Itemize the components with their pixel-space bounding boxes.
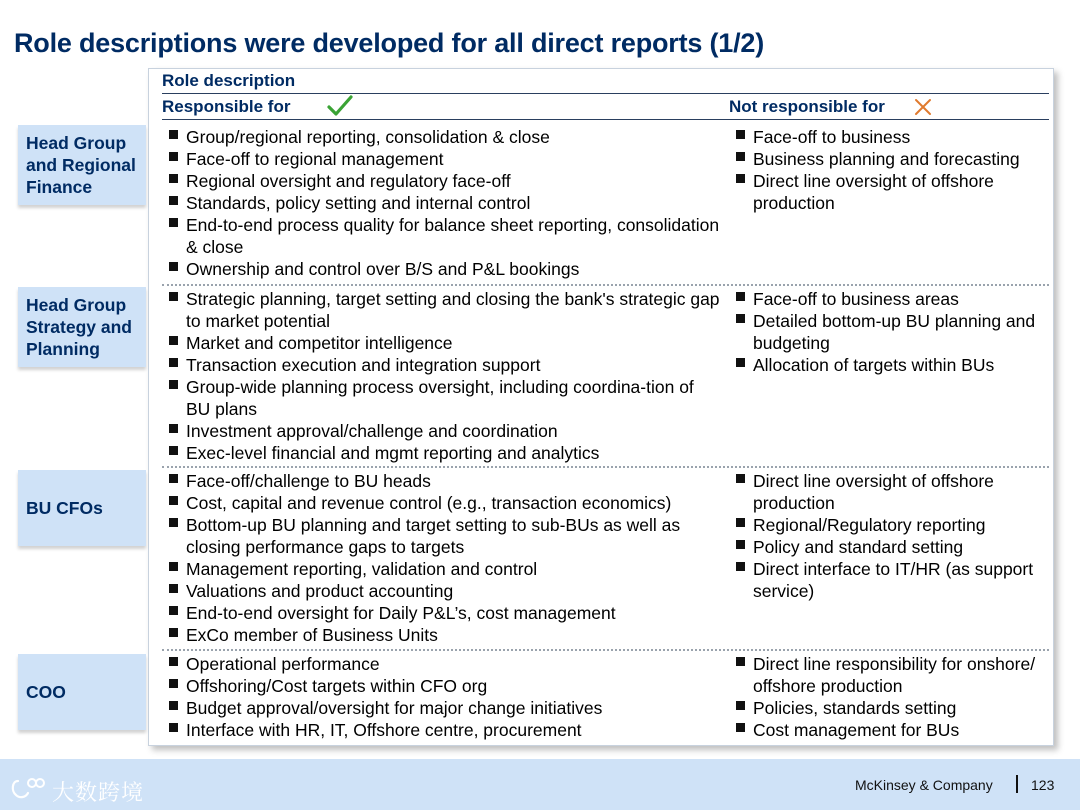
list-item: Strategic planning, target setting and closing the bank's strategic gap to market potential <box>162 288 722 332</box>
list-item: Face-off to business <box>729 126 1054 148</box>
list-item: Policies, standards setting <box>729 697 1054 719</box>
list-item: Policy and standard setting <box>729 536 1054 558</box>
list-item: Exec-level financial and mgmt reporting and analytics <box>162 442 722 464</box>
not-responsible-list <box>729 470 1054 602</box>
list-item: Direct interface to IT/HR (as support service) <box>729 558 1054 602</box>
list-item: Allocation of targets within BUs <box>729 354 1054 376</box>
list-item: Cost, capital and revenue control (e.g., transaction economics) <box>162 492 722 514</box>
list-item: Face-off to business areas <box>729 288 1054 310</box>
list-item: Direct line responsibility for onshore/ offshore production <box>729 653 1054 697</box>
list-item: Budget approval/oversight for major change initiatives <box>162 697 722 719</box>
footer-divider <box>1016 775 1018 793</box>
brand-name: McKinsey & Company <box>855 777 993 793</box>
responsible-list <box>162 126 722 280</box>
page-number: 123 <box>1031 777 1055 793</box>
page-title: Role descriptions were developed for all direct reports (1/2) <box>14 28 765 58</box>
header-divider <box>162 93 1049 94</box>
list-item: Investment approval/challenge and coordination <box>162 420 722 442</box>
list-item: ExCo member of Business Units <box>162 624 722 646</box>
watermark-logo-icon <box>8 775 48 803</box>
list-item: Group/regional reporting, consolidation & close <box>162 126 722 148</box>
list-item: Offshoring/Cost targets within CFO org <box>162 675 722 697</box>
row-label-coo: COO <box>18 654 146 730</box>
list-item: End-to-end oversight for Daily P&L’s, cost management <box>162 602 722 624</box>
not-responsible-list <box>729 126 1054 214</box>
responsible-column-header: Responsible for <box>162 97 291 116</box>
list-item: Face-off/challenge to BU heads <box>162 470 722 492</box>
list-item: Management reporting, validation and control <box>162 558 722 580</box>
row-divider <box>162 284 1049 286</box>
not-responsible-list <box>729 653 1054 741</box>
list-item: Regional/Regulatory reporting <box>729 514 1054 536</box>
list-item: Direct line oversight of offshore production <box>729 170 1054 214</box>
list-item: Regional oversight and regulatory face-off <box>162 170 722 192</box>
not-responsible-column-header: Not responsible for <box>729 97 885 116</box>
list-item: Detailed bottom-up BU planning and budgeting <box>729 310 1054 354</box>
list-item: Transaction execution and integration support <box>162 354 722 376</box>
list-item: Valuations and product accounting <box>162 580 722 602</box>
responsible-list <box>162 653 722 741</box>
table-header: Role description <box>162 71 296 90</box>
row-label-head-group-regional-finance: Head Group and Regional Finance <box>18 125 146 205</box>
responsible-list <box>162 470 722 646</box>
list-item: Business planning and forecasting <box>729 148 1054 170</box>
watermark-text: 大数跨境 <box>52 781 145 806</box>
list-item: Face-off to regional management <box>162 148 722 170</box>
cross-icon <box>913 97 933 117</box>
list-item: End-to-end process quality for balance sheet reporting, consolidation & close <box>162 214 722 258</box>
row-label-bu-cfos: BU CFOs <box>18 470 146 546</box>
list-item: Direct line oversight of offshore production <box>729 470 1054 514</box>
list-item: Market and competitor intelligence <box>162 332 722 354</box>
not-responsible-list <box>729 288 1054 376</box>
list-item: Group-wide planning process oversight, including coordina-tion of BU plans <box>162 376 722 420</box>
list-item: Standards, policy setting and internal control <box>162 192 722 214</box>
row-divider <box>162 466 1049 468</box>
list-item: Bottom-up BU planning and target setting to sub-BUs as well as closing performance gaps to targets <box>162 514 722 558</box>
checkmark-icon <box>326 94 354 118</box>
list-item: Ownership and control over B/S and P&L bookings <box>162 258 722 280</box>
responsible-list <box>162 288 722 464</box>
list-item: Interface with HR, IT, Offshore centre, procurement <box>162 719 722 741</box>
row-label-head-group-strategy-planning: Head Group Strategy and Planning <box>18 287 146 367</box>
list-item: Operational performance <box>162 653 722 675</box>
list-item: Cost management for BUs <box>729 719 1054 741</box>
header-divider <box>162 119 1049 120</box>
row-divider <box>162 649 1049 651</box>
